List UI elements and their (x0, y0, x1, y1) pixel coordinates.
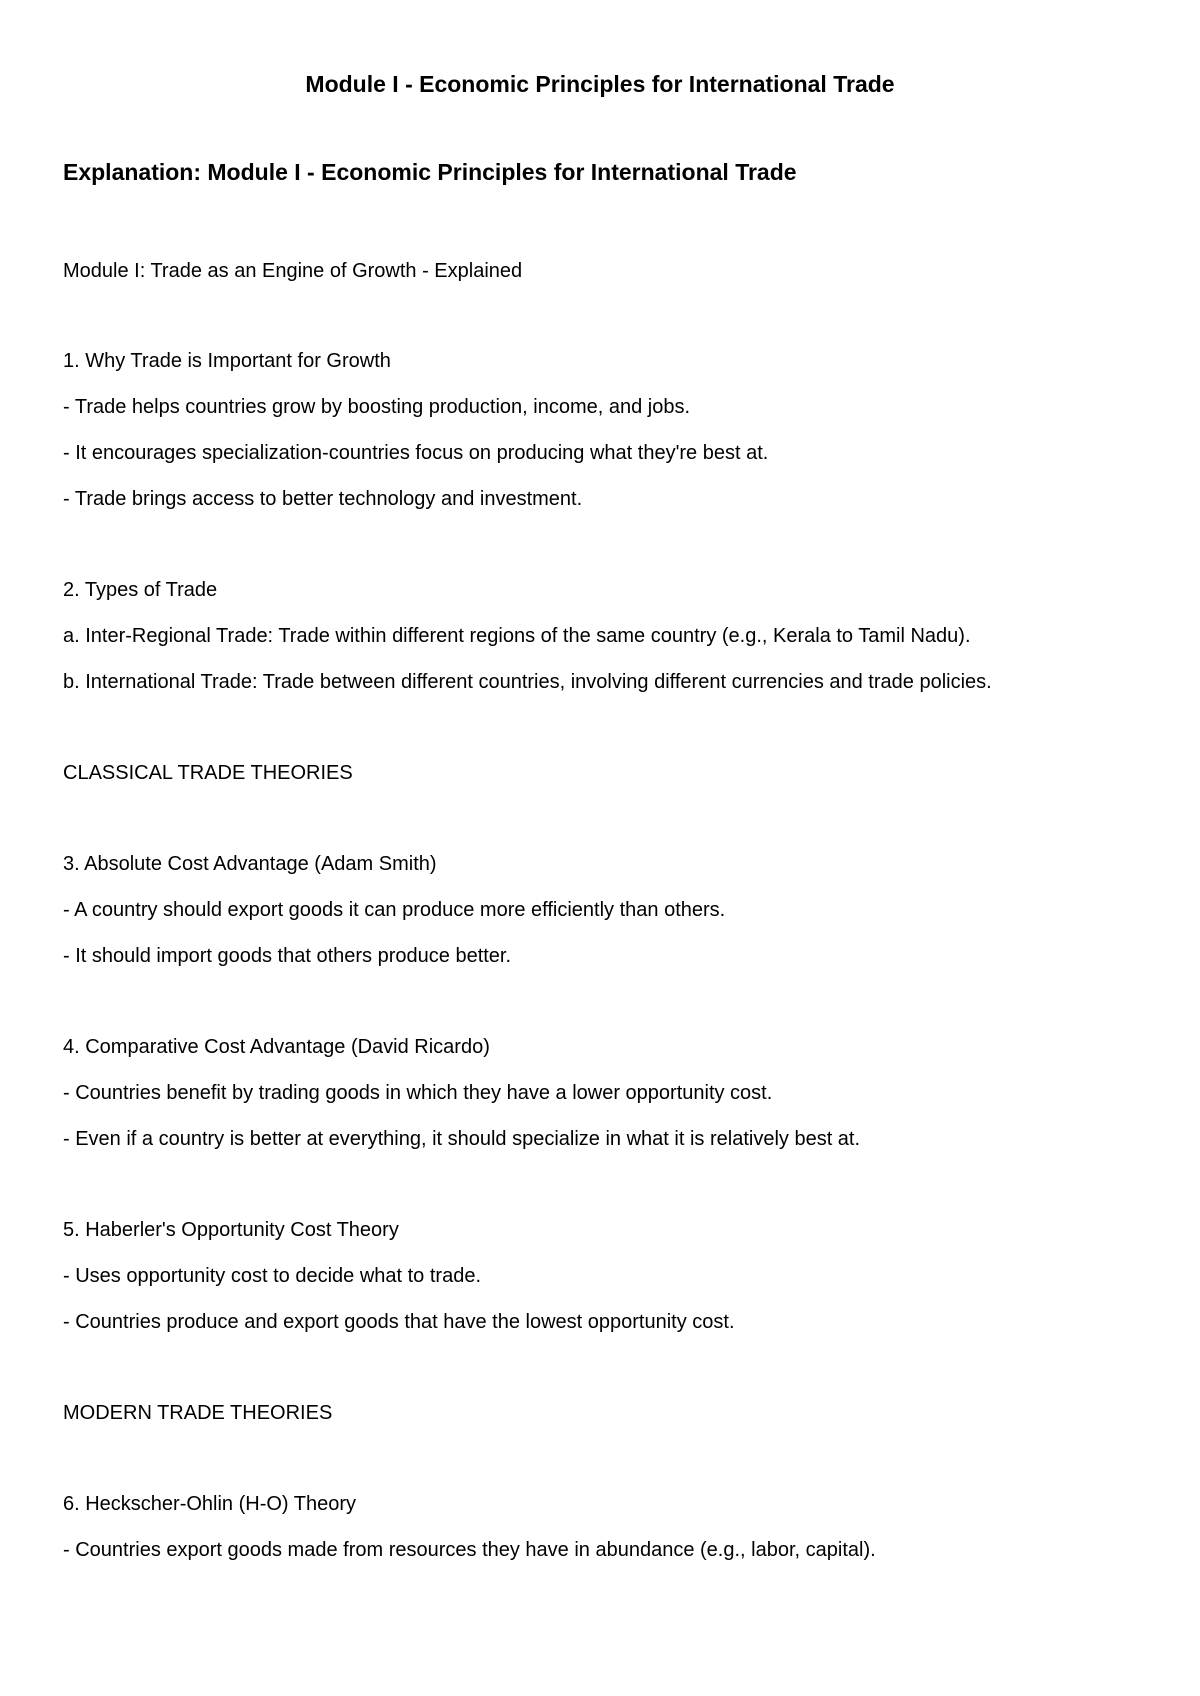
section-1-point: - It encourages specialization-countries focus on producing what they're best at. (63, 442, 769, 464)
section-2-heading: 2. Types of Trade (63, 579, 218, 601)
classical-theories-heading: CLASSICAL TRADE THEORIES (63, 762, 353, 784)
section-3-heading: 3. Absolute Cost Advantage (Adam Smith) (63, 853, 437, 875)
section-5-point: - Uses opportunity cost to decide what to trade. (63, 1265, 481, 1287)
section-3-point: - A country should export goods it can produce more efficiently than others. (63, 899, 726, 921)
section-3-point: - It should import goods that others produce better. (63, 945, 512, 967)
section-6-heading: 6. Heckscher-Ohlin (H-O) Theory (63, 1493, 357, 1515)
section-2-point: a. Inter-Regional Trade: Trade within different regions of the same country (e.g., Kerala to Tamil Nadu). (63, 625, 971, 647)
modern-theories-heading: MODERN TRADE THEORIES (63, 1402, 333, 1424)
section-1-point: - Trade brings access to better technology and investment. (63, 488, 583, 510)
document-title: Module I - Economic Principles for International Trade (305, 71, 895, 97)
section-4-point: - Countries benefit by trading goods in which they have a lower opportunity cost. (63, 1082, 773, 1104)
intro-line: Module I: Trade as an Engine of Growth - Explained (63, 260, 523, 282)
document-subtitle: Explanation: Module I - Economic Principles for International Trade (63, 159, 797, 185)
section-5-heading: 5. Haberler's Opportunity Cost Theory (63, 1219, 399, 1241)
section-2-point: b. International Trade: Trade between different countries, involving different currencies and trade policies. (63, 671, 992, 693)
section-4-heading: 4. Comparative Cost Advantage (David Ricardo) (63, 1036, 490, 1058)
section-4-point: - Even if a country is better at everything, it should specialize in what it is relatively best at. (63, 1128, 861, 1150)
section-6-point: - Countries export goods made from resources they have in abundance (e.g., labor, capital). (63, 1539, 876, 1561)
section-1-heading: 1. Why Trade is Important for Growth (63, 350, 391, 372)
section-5-point: - Countries produce and export goods that have the lowest opportunity cost. (63, 1311, 735, 1333)
section-1-point: - Trade helps countries grow by boosting production, income, and jobs. (63, 396, 691, 418)
